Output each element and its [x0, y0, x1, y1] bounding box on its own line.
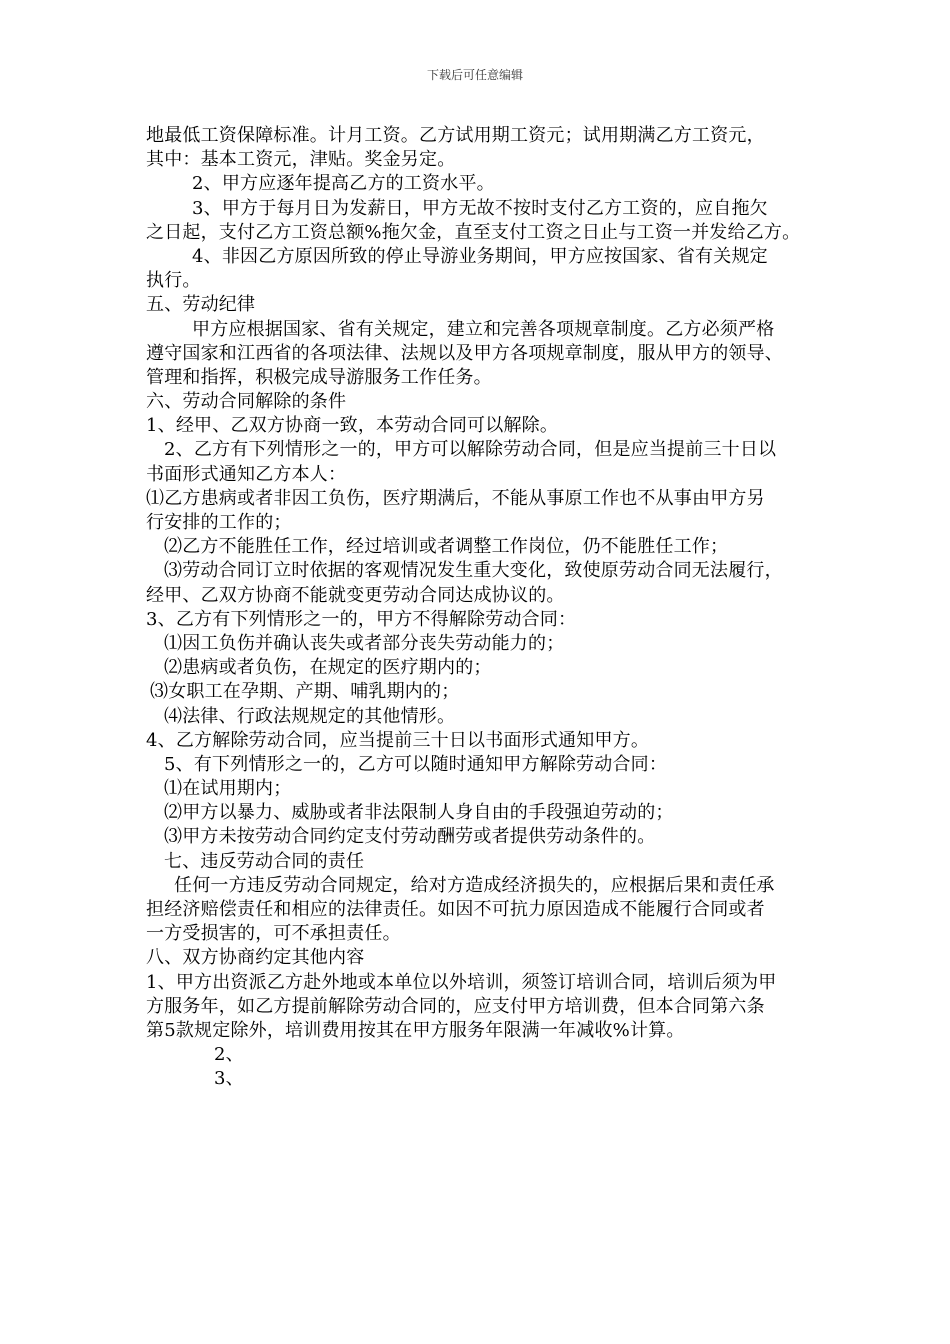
text-line: ⑴乙方患病或者非因工负伤，医疗期满后，不能从事原工作也不从事由甲方另 — [146, 487, 765, 509]
text-line: 地最低工资保障标准。计月工资。乙方试用期工资元；试用期满乙方工资元， — [146, 125, 765, 146]
section-heading: 七、违反劳动合同的责任 — [164, 850, 365, 872]
text-line: 3、甲方于每月日为发薪日，甲方无故不按时支付乙方工资的，应自拖欠 — [192, 197, 768, 219]
text-line: 2、甲方应逐年提高乙方的工资水平。 — [192, 173, 495, 195]
text-line: ⑵甲方以暴力、威胁或者非法限制人身自由的手段强迫劳动的； — [164, 802, 674, 824]
text-line: 1、经甲、乙双方协商一致，本劳动合同可以解除。 — [146, 415, 559, 437]
text-line: 一方受损害的，可不承担责任。 — [146, 923, 401, 945]
text-line: ⑷法律、行政法规规定的其他情形。 — [164, 705, 456, 727]
section-heading: 八、双方协商约定其他内容 — [146, 947, 365, 969]
text-line: 4、非因乙方原因所致的停止导游业务期间，甲方应按国家、省有关规定 — [192, 245, 768, 267]
text-line: 2、 — [214, 1044, 244, 1066]
section-heading: 五、劳动纪律 — [146, 294, 256, 316]
text-line: 管理和指挥，积极完成导游服务工作任务。 — [146, 366, 492, 388]
text-line: 1、甲方出资派乙方赴外地或本单位以外培训，须签订培训合同，培训后须为甲 — [146, 971, 777, 993]
text-line: ⑶劳动合同订立时依据的客观情况发生重大变化，致使原劳动合同无法履行， — [164, 560, 783, 582]
text-line: ⑵患病或者负伤，在规定的医疗期内的； — [164, 657, 492, 679]
text-line: 第5款规定除外，培训费用按其在甲方服务年限满一年减收%计算。 — [146, 1019, 685, 1041]
text-line: 执行。 — [146, 270, 201, 292]
text-line: 甲方应根据国家、省有关规定，建立和完善各项规章制度。乙方必须严格 — [192, 318, 775, 340]
text-line: 3、 — [214, 1068, 244, 1090]
text-line: 行安排的工作的； — [146, 512, 292, 533]
page-header: 下载后可任意编辑 — [426, 68, 523, 82]
text-line: 方服务年，如乙方提前解除劳动合同的，应支付甲方培训费，但本合同第六条 — [146, 995, 765, 1017]
text-line: ⑴因工负伤并确认丧失或者部分丧失劳动能力的； — [164, 632, 565, 654]
text-line: ⑶女职工在孕期、产期、哺乳期内的； — [150, 681, 460, 703]
text-line: 之日起，支付乙方工资总额%拖欠金，直至支付工资之日止与工资一并发给乙方。 — [146, 221, 801, 243]
text-line: 担经济赔偿责任和相应的法律责任。如因不可抗力原因造成不能履行合同或者 — [146, 899, 765, 920]
text-line: 任何一方违反劳动合同规定，给对方造成经济损失的，应根据后果和责任承 — [174, 874, 775, 896]
text-line: 遵守国家和江西省的各项法律、法规以及甲方各项规章制度，服从甲方的领导、 — [146, 342, 783, 364]
text-line: ⑴在试用期内； — [164, 778, 292, 800]
text-line: 其中：基本工资元，津贴。奖金另定。 — [146, 149, 456, 171]
section-heading: 六、劳动合同解除的条件 — [146, 391, 347, 413]
text-line: 书面形式通知乙方本人： — [146, 463, 347, 485]
text-line: 5、有下列情形之一的，乙方可以随时通知甲方解除劳动合同： — [164, 753, 668, 775]
text-line: 2、乙方有下列情形之一的，甲方可以解除劳动合同，但是应当提前三十日以 — [164, 439, 777, 461]
document-body — [146, 124, 826, 1092]
text-line: 经甲、乙双方协商不能就变更劳动合同达成协议的。 — [146, 584, 565, 606]
text-line: 4、乙方解除劳动合同，应当提前三十日以书面形式通知甲方。 — [146, 729, 650, 751]
text-line: ⑶甲方未按劳动合同约定支付劳动酬劳或者提供劳动条件的。 — [164, 826, 656, 848]
text-line: ⑵乙方不能胜任工作，经过培训或者调整工作岗位，仍不能胜任工作； — [164, 536, 729, 558]
text-line: 3、乙方有下列情形之一的，甲方不得解除劳动合同： — [146, 608, 577, 630]
